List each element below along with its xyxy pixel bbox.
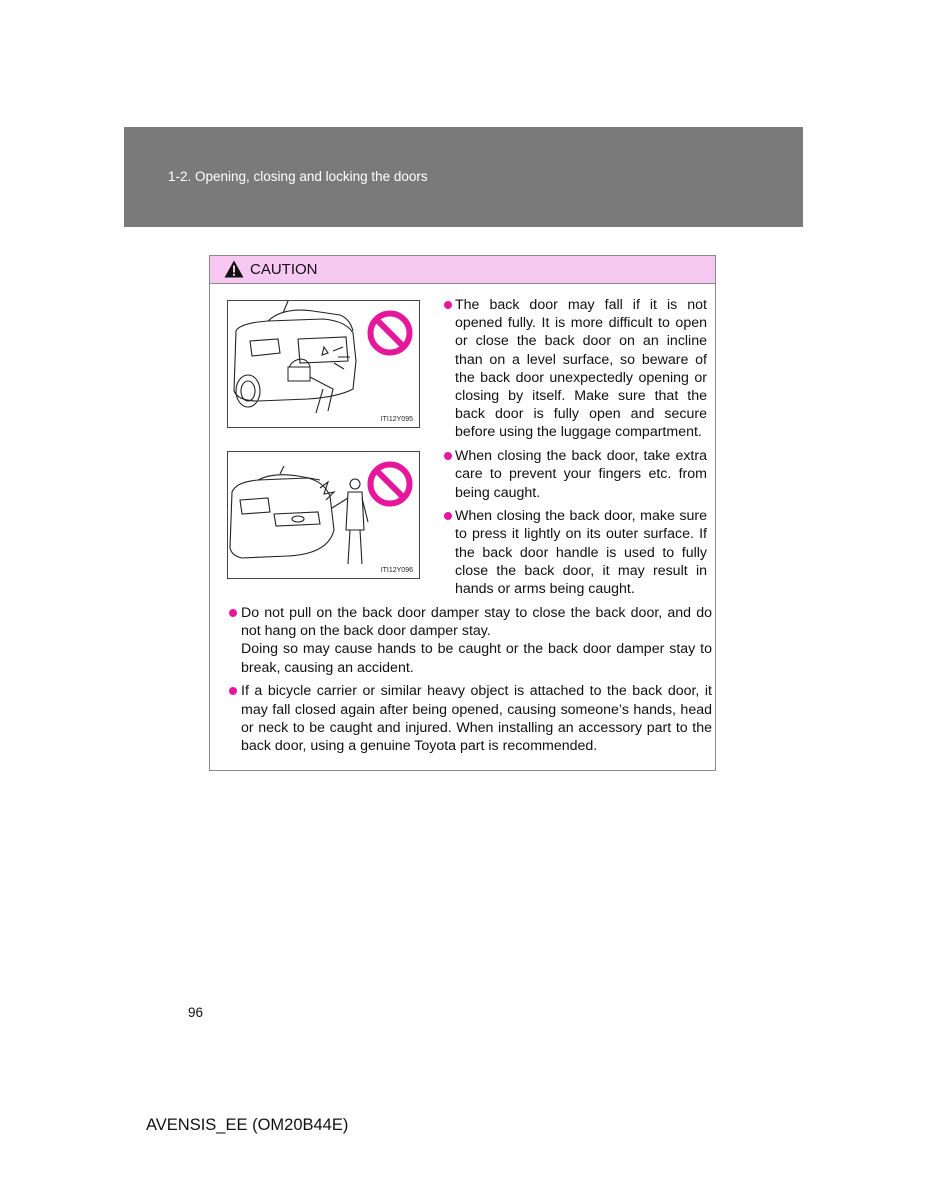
caution-header <box>210 256 715 284</box>
illustration-luggage-compartment <box>227 300 420 428</box>
page-number: 96 <box>188 1005 204 1020</box>
manual-id: AVENSIS_EE (OM20B44E) <box>146 1116 349 1134</box>
figure-code: ITI12Y096 <box>380 567 413 574</box>
warning-triangle-icon <box>224 260 244 278</box>
prohibition-icon <box>366 309 414 357</box>
list-item: When closing the back door, take extra care to prevent your fingers etc. from being caught. <box>443 447 707 502</box>
prohibition-icon <box>366 460 414 508</box>
caution-box <box>209 255 716 771</box>
bullet-text: Do not pull on the back door damper stay to close the back door, and do not hang on the back door damper stay. <box>241 605 712 640</box>
section-title: 1-2. Opening, closing and locking the doors <box>168 169 428 184</box>
list-item: The back door may fall if it is not opened fully. It is more difficult to open or close the back door on an incline than on a level surface, so beware of the back door unexpectedly opening or closing by itself. Make sure that the back door is fully open and secure before using the luggage compartment. <box>443 296 707 442</box>
list-item <box>228 682 712 755</box>
caution-bottom-bullets <box>228 604 712 761</box>
caution-side-bullets <box>443 296 707 604</box>
bullet-text-continued: Doing so may cause hands to be caught or the back door damper stay to break, causing an accident. <box>241 641 712 676</box>
list-item: When closing the back door, make sure to press it lightly on its outer surface. If the back door handle is used to fully close the back door, it may result in hands or arms being caught. <box>443 507 707 598</box>
illustration-closing-back-door <box>227 451 420 579</box>
list-item <box>228 604 712 677</box>
figure-code: ITI12Y095 <box>380 416 413 423</box>
caution-label: CAUTION <box>250 261 318 278</box>
bullet-text: If a bicycle carrier or similar heavy object is attached to the back door, it may fall closed again after being opened, causing someone’s hands, head or neck to be caught and injured. When installing an accessory part to the back door, using a genuine Toyota part is recommended. <box>241 683 712 754</box>
section-header-band <box>124 127 803 227</box>
